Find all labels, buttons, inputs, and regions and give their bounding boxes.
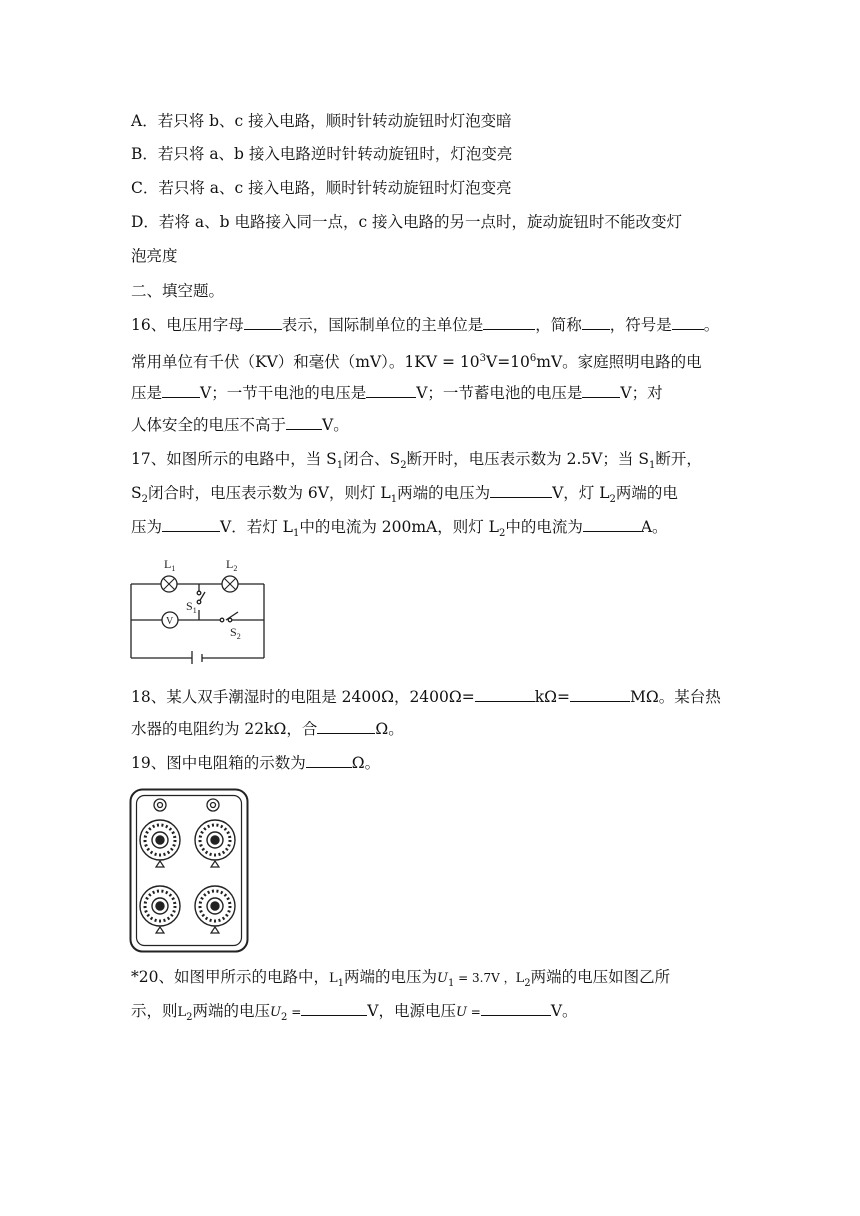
option-c: C．若只将 a、c 接入电路，顺时针转动旋钮时灯泡变亮 [131,179,512,197]
dial-icon [140,820,180,860]
answer-blank[interactable] [162,382,200,398]
dial-icon [195,820,235,860]
question-16-line-2: 常用单位有千伏（KV）和毫伏（mV）。$1KV = 10^3V=10^6mV$。家庭照明电路的电 [131,353,702,372]
svg-text:L1: $L_1$ [164,557,176,573]
question-19-line-1: 19、图中电阻箱的示数为 Ω。 [131,754,381,772]
question-17-line-1: 17、如图所示的电路中，当 $S_1$闭合、$S_2$断开时，电压表示数为 2.5V；当 $S_1$断开， [131,450,702,472]
question-18-line-2: 水器的电阻约为 22kΩ，合 Ω。 [131,720,404,738]
dial-icon [195,886,235,926]
answer-blank[interactable] [483,314,535,330]
resistance-box-figure [129,788,249,953]
answer-blank[interactable] [366,382,416,398]
answer-blank[interactable] [301,1000,367,1016]
question-16-line-1: 16、电压用字母 表示，国际制单位的主单位是 ，简称 ，符号是 。 [131,316,720,334]
question-18-line-1: 18、某人双手潮湿时的电阻是 2400Ω，2400Ω= kΩ= MΩ。某台热 [131,688,721,706]
answer-blank[interactable] [582,314,610,330]
answer-blank[interactable] [490,482,552,498]
answer-blank[interactable] [286,414,322,430]
option-b: B．若只将 a、b 接入电路逆时针转动旋钮时，灯泡变亮 [131,145,513,163]
answer-blank[interactable] [672,314,704,330]
svg-text:S2: $S_2$ [230,625,241,641]
question-17-line-2: $S_2$闭合时，电压表示数为 6V，则灯 $L_1$两端的电压为 V，灯 $L_2$两端的电 [131,484,678,506]
section-title: 二、填空题。 [131,282,225,300]
question-16-line-3: 压是 V；一节干电池的电压是 V；一节蓄电池的电压是 V；对 [131,384,663,402]
answer-blank[interactable] [306,752,352,768]
answer-blank[interactable] [583,516,641,532]
answer-blank[interactable] [244,314,282,330]
option-d: D．若将 a、b 电路接入同一点，c 接入电路的另一点时，旋动旋钮时不能改变灯 [131,213,683,231]
svg-text:S1: $S_1$ [186,599,197,615]
question-17-line-3: 压为 V．若灯 $L_1$中的电流为 200mA，则灯 $L_2$中的电流为 A。 [131,518,668,540]
answer-blank[interactable] [570,686,630,702]
answer-blank[interactable] [162,516,220,532]
option-a: A．若只将 b、c 接入电路，顺时针转动旋钮时灯泡变暗 [131,112,512,130]
circuit-diagram [126,552,270,664]
option-d-continued: 泡亮度 [131,247,178,265]
question-20-line-1: *20、如图甲所示的电路中，$L_1$两端的电压为$U_1 = 3.7V$ ，$L_2$两端的电压如图乙所 [131,968,671,990]
question-20-line-2: 示，则$L_2$两端的电压$U_2 = V$，电源电压U = V。 [131,1002,578,1024]
svg-text:V: V [166,616,174,627]
dial-icon [140,886,180,926]
svg-text:L2: $L_2$ [226,557,238,573]
answer-blank[interactable] [317,718,375,734]
answer-blank[interactable] [475,686,535,702]
answer-blank[interactable] [481,1000,551,1016]
question-16-line-4: 人体安全的电压不高于 V。 [131,416,349,434]
answer-blank[interactable] [582,382,620,398]
